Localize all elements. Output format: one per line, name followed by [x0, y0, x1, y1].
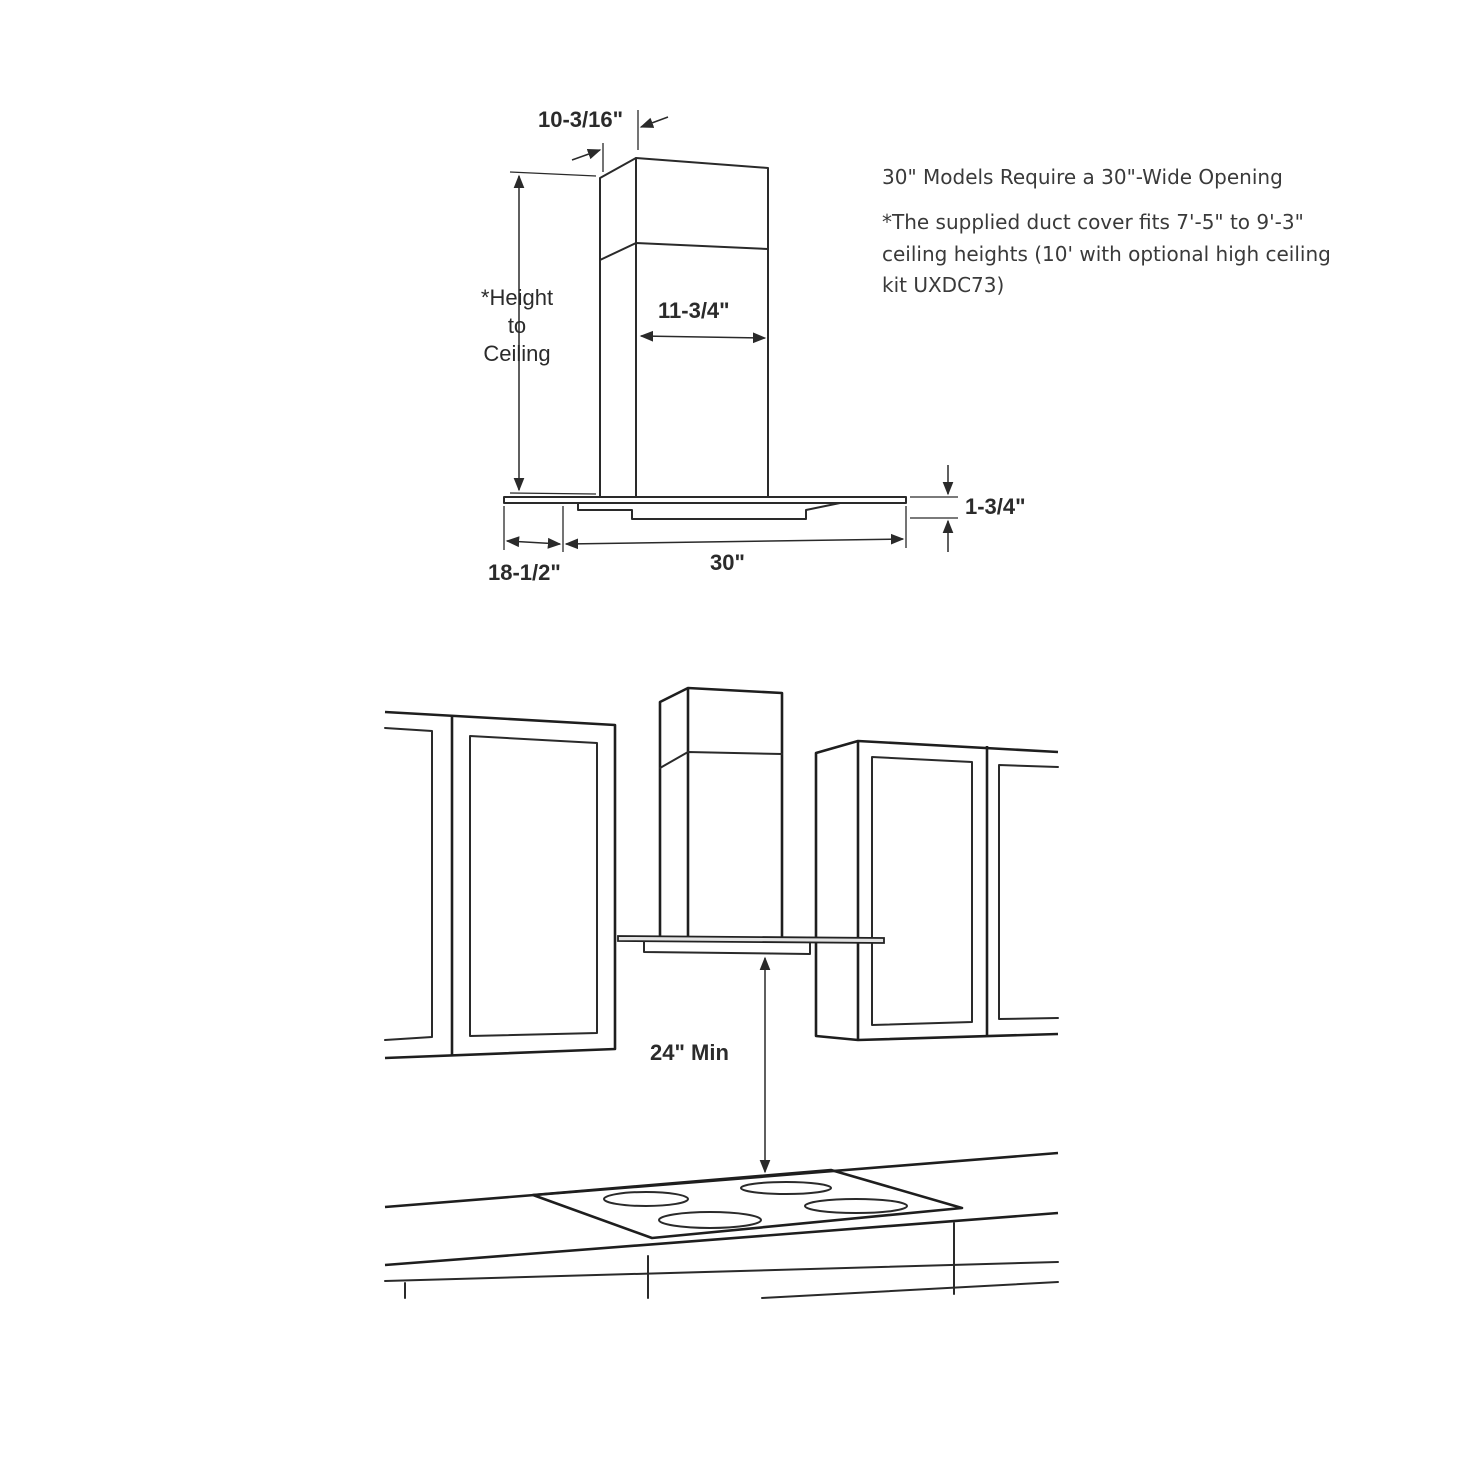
burner-back-right	[741, 1182, 831, 1194]
right-upper-cabinets	[816, 741, 1058, 1040]
burner-front-left	[659, 1212, 761, 1228]
cooktop	[533, 1170, 962, 1238]
note-opening-requirement: 30" Models Require a 30"-Wide Opening	[882, 165, 1283, 189]
countertop	[385, 1153, 1058, 1298]
note-duct-cover-line1: *The supplied duct cover fits 7'-5" to 9'-3"	[882, 210, 1304, 234]
depth-dimension	[538, 107, 668, 172]
glass-thickness-dimension	[910, 465, 1026, 552]
installed-hood	[618, 688, 884, 954]
glass-canopy	[504, 497, 906, 503]
burner-front-right	[805, 1199, 907, 1213]
blower-housing	[578, 503, 840, 519]
width-label: 30"	[710, 550, 745, 575]
note-duct-cover-line3: kit UXDC73)	[882, 273, 1005, 297]
height-label-line2: to	[507, 313, 527, 338]
height-to-ceiling-dimension	[481, 172, 596, 494]
chimney-left-face	[600, 158, 636, 497]
overhang-label: 18-1/2"	[488, 560, 561, 585]
height-label-line1: *Height	[480, 285, 554, 310]
chimney-front-face	[636, 158, 768, 497]
hood-elevation-drawing	[504, 158, 906, 519]
chimney-width-label: 11-3/4"	[658, 298, 730, 323]
clearance-dimension	[650, 958, 765, 1172]
installation-notes	[882, 165, 1331, 297]
kitchen-installation-drawing	[385, 688, 1058, 1298]
clearance-label: 24" Min	[650, 1040, 729, 1065]
left-upper-cabinets	[385, 712, 615, 1058]
note-duct-cover-line2: ceiling heights (10' with optional high ceiling	[882, 242, 1331, 266]
installed-glass-canopy	[618, 936, 884, 943]
depth-label: 10-3/16"	[538, 107, 624, 132]
installed-blower-housing	[644, 942, 810, 954]
chimney-upper-section-seam	[600, 243, 768, 260]
burner-back-left	[604, 1192, 688, 1206]
width-dimensions	[488, 506, 906, 585]
chimney-width-dimension	[641, 298, 765, 338]
glass-thickness-label: 1-3/4"	[965, 494, 1026, 519]
height-label-line3: Ceiling	[483, 341, 551, 366]
